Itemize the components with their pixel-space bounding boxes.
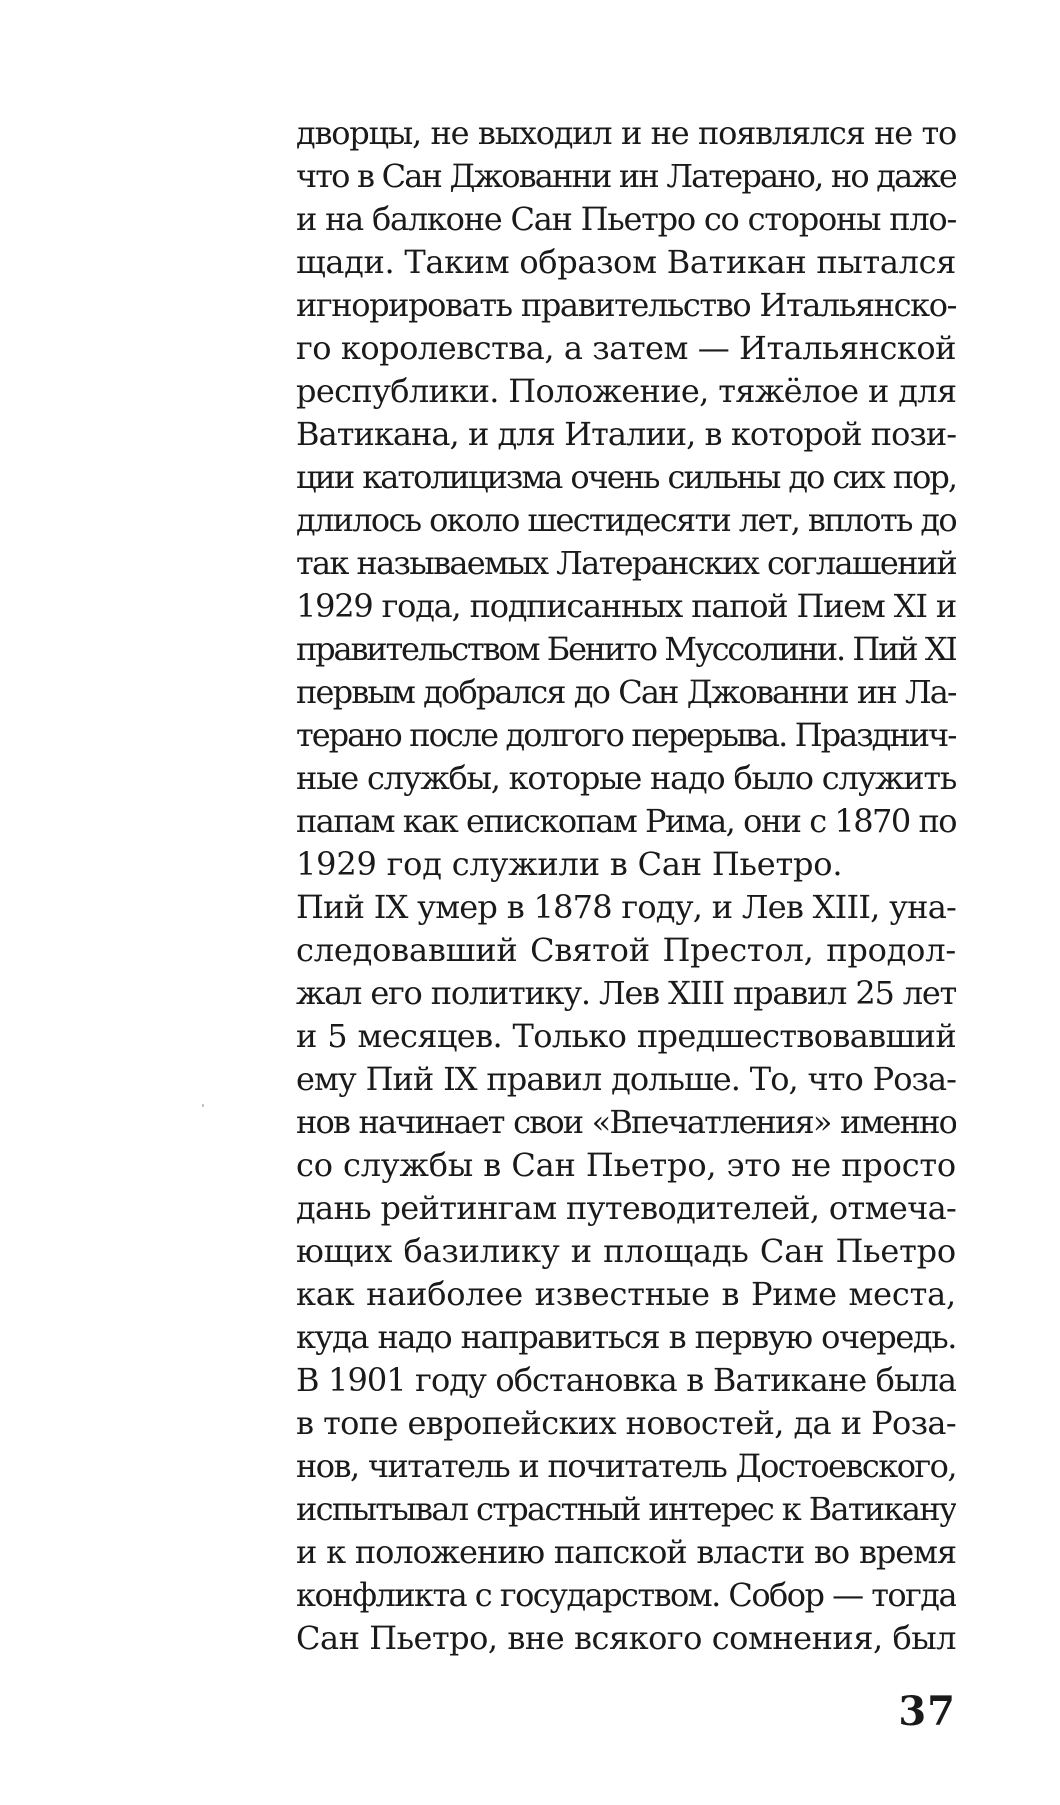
text-line: ции католицизма очень сильны до сих пор,	[296, 458, 956, 496]
text-line: испытывал страстный интерес к Ватикану	[296, 1490, 956, 1528]
text-line: в топе европейских новостей, да и Роза-	[296, 1404, 956, 1442]
text-line: длилось около шестидесяти лет, вплоть до	[296, 501, 956, 539]
text-line: конфликта с государством. Собор — тогда	[296, 1576, 956, 1614]
text-line: Ватикана, и для Италии, в которой пози-	[296, 415, 956, 453]
text-line: щади. Таким образом Ватикан пытался	[296, 243, 956, 281]
text-line: жал его политику. Лев XIII правил 25 лет	[296, 974, 956, 1012]
text-line: что в Сан Джованни ин Латерано, но даже	[296, 157, 956, 195]
text-line: и на балконе Сан Пьетро со стороны пло-	[296, 200, 956, 238]
text-line: нов, читатель и почитатель Достоевского,	[296, 1447, 956, 1485]
paper-speck	[202, 1104, 204, 1107]
text-line: ющих базилику и площадь Сан Пьетро	[296, 1232, 956, 1270]
text-line: правительством Бенито Муссолини. Пий XI	[296, 630, 956, 668]
text-line: ему Пий IX правил дольше. То, что Роза-	[296, 1060, 956, 1098]
page-number: 37	[898, 1688, 956, 1735]
text-line: терано после долгого перерыва. Празднич-	[296, 716, 956, 754]
text-line: В 1901 году обстановка в Ватикане была	[296, 1361, 956, 1399]
text-line: Сан Пьетро, вне всякого сомнения, был	[296, 1619, 956, 1657]
text-line: и 5 месяцев. Только предшествовавший	[296, 1017, 956, 1055]
text-line: 1929 года, подписанных папой Пием XI и	[296, 587, 956, 625]
text-line: дворцы, не выходил и не появлялся не то	[296, 114, 956, 152]
text-line: игнорировать правительство Итальянско-	[296, 286, 956, 324]
text-line: и к положению папской власти во время	[296, 1533, 956, 1571]
text-line: следовавший Святой Престол, продол-	[296, 931, 956, 969]
text-line: первым добрался до Сан Джованни ин Ла-	[296, 673, 956, 711]
text-line: республики. Положение, тяжёлое и для	[296, 372, 956, 410]
text-line: нов начинает свои «Впечатления» именно	[296, 1103, 956, 1141]
text-line: так называемых Латеранских соглашений	[296, 544, 956, 582]
text-line: куда надо направиться в первую очередь.	[296, 1318, 956, 1356]
text-line: дань рейтингам путеводителей, отмеча-	[296, 1189, 956, 1227]
text-line: со службы в Сан Пьетро, это не просто	[296, 1146, 956, 1184]
paragraph-end-line: 1929 год служили в Сан Пьетро.	[296, 845, 843, 883]
text-line: как наиболее известные в Риме места,	[296, 1275, 956, 1313]
text-line: Пий IX умер в 1878 году, и Лев XIII, уна-	[296, 888, 956, 926]
text-line: го королевства, а затем — Итальянской	[296, 329, 956, 367]
text-line: папам как епископам Рима, они с 1870 по	[296, 802, 956, 840]
text-line: ные службы, которые надо было служить	[296, 759, 956, 797]
body-text	[296, 112, 956, 1660]
